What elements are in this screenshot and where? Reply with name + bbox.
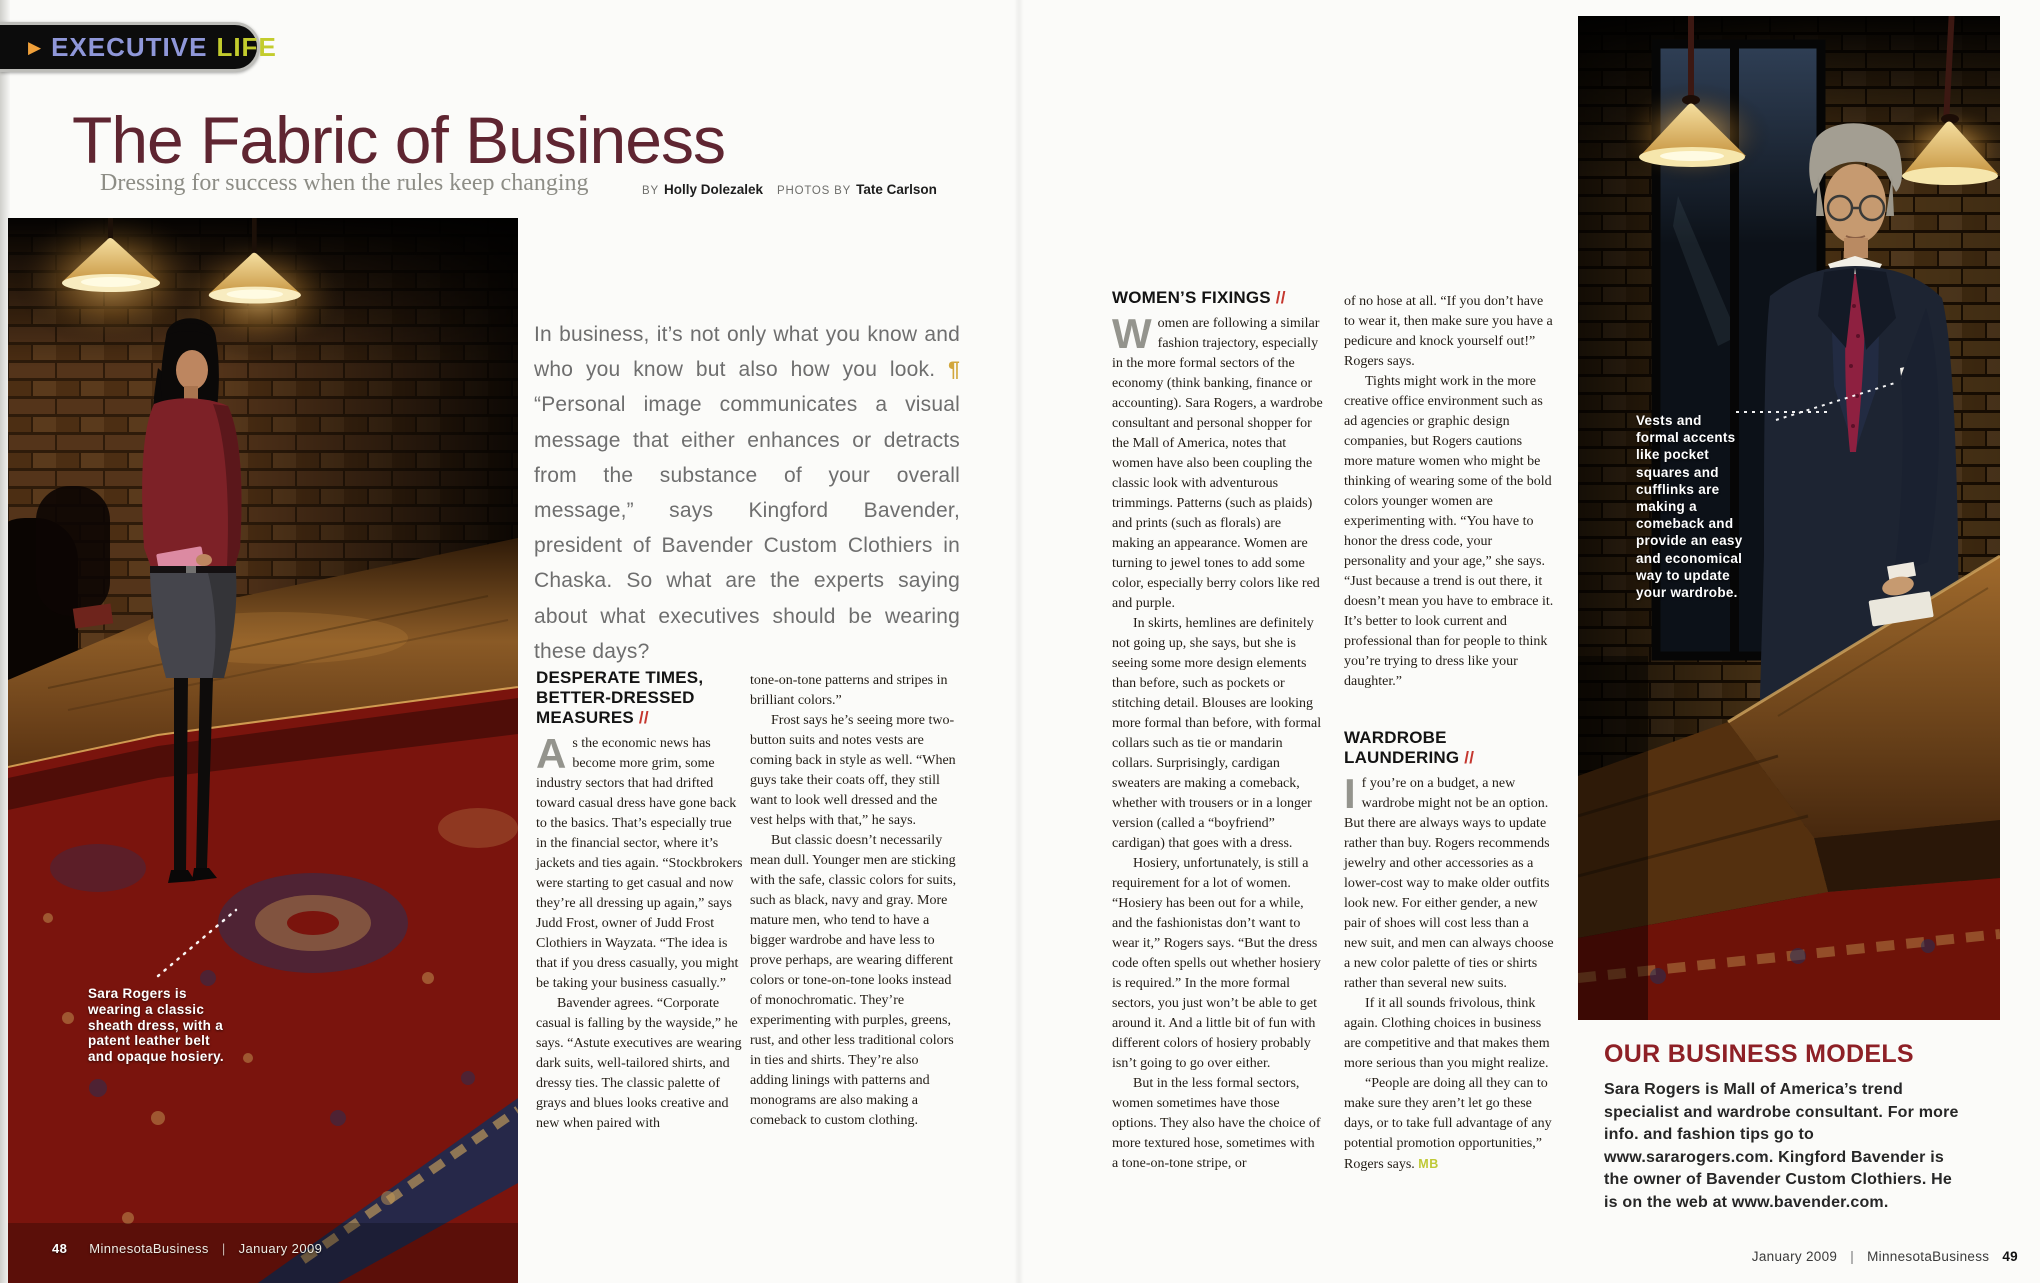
column-desperate-times (536, 668, 746, 1134)
footer-separator: | (221, 1241, 226, 1256)
body-paragraph: Hosiery, unfortunately, is still a requirement for a lot of women. “Hosiery has been out for a while, and the fashionistas don’t want to wear it,” Rogers says. “But the dress code often spells out whether hosiery is required.” In the more formal sectors, you just won’t be able to get around it. And a little bit of fun with different colors of hosiery probably isn’t going to go over either. (1112, 856, 1321, 1071)
body-paragraph: of no hose at all. “If you don’t have to wear it, then make sure you have a pedicure and knock yourself out!” Rogers says. (1344, 294, 1553, 369)
intro-paragraph: In business, it’s not only what you know and who you know but also how you look. ¶ “Personal image communicates a visual message that either enhances or detracts from the substance of your overall message,” says Kingford Bavender, president of Bavender Custom Clothiers in Chaska. So what are the experts saying about what executives should be wearing these days? (534, 323, 960, 663)
footer-separator: | (1850, 1249, 1855, 1264)
magazine-name: MinnesotaBusiness (89, 1241, 209, 1256)
left-photo-illustration (8, 218, 518, 1283)
body-paragraph: tone-on-tone patterns and stripes in brilliant colors.” (750, 673, 948, 708)
right-photo-caption: Vests and formal accents like pocket squares and cufflinks are making a comeback and provide an easy and economical way to update your wardrobe. (1636, 413, 1743, 601)
body-paragraph: But classic doesn’t necessarily mean dull. Younger men are sticking with the safe, classic colors for suits, such as black, navy and gray. More mature men, who tend to have a bigger wardrobe and have less to prove perhaps, are wearing different colors or tone-on-tone looks instead of monochromatic. They’re experimenting with purples, greens, rust, and other less traditional colors in ties and shirts. They’re also adding linings with patterns and monograms are also making a comeback to custom clothing. (750, 833, 957, 1128)
photographer-name: Tate Carlson (856, 182, 937, 197)
byline (642, 182, 951, 197)
body-paragraph: Women are following a similar fashion trajectory, especially in the more formal sectors of the economy (think banking, finance or accounting). Sara Rogers, a wardrobe consultant and personal shopper for the Mall of America, notes that women have also been coupling the classic look with adventurous trimmings. Patterns (such as plaids) and prints (such as florals) are making an appearance. Women are turning to jewel tones to add some color, especially berry colors like red and purple. (1112, 310, 1323, 611)
badge-word-executive: EXECUTIVE (51, 31, 208, 62)
body-paragraph: In skirts, hemlines are definitely not going up, she says, but she is seeing some more design elements than before, such as pockets or stitching detail. Blouses are looking more formal than before, with formal collars such as tie or mandarin collars. Surprisingly, cardigan sweaters are making a comeback, whether with trousers or in a longer version (called a “boyfriend” cardigan) that goes with a dress. (1112, 616, 1322, 851)
body-paragraph: But in the less formal sectors, women sometimes have those options. They also have the choice of more textured hose, sometimes with a tone-on-tone stripe, or (1112, 1076, 1321, 1171)
business-models-box (1604, 1040, 1966, 1214)
right-page-footer (1752, 1249, 2018, 1264)
body-paragraph: “People are doing all they can to make sure they aren’t let go these days, or to take full advantage of any potential promotion opportunities,” Rogers says. MB (1344, 1076, 1552, 1172)
oriental-rug (8, 688, 518, 1283)
column-desperate-times-cont (750, 671, 960, 1131)
page-number: 49 (2002, 1249, 2018, 1264)
business-models-heading: OUR BUSINESS MODELS (1604, 1040, 1914, 1068)
subtitle: Dressing for success when the rules keep changing (100, 170, 589, 196)
drop-cap: I (1344, 770, 1356, 817)
body-paragraph: If it all sounds frivolous, think again. Clothing choices in business are competitive and that makes them more serious than you might realize. (1344, 996, 1550, 1071)
page-number: 48 (52, 1241, 68, 1256)
page-gutter (1014, 0, 1024, 1283)
body-paragraph: Frost says he’s seeing more two-button suits and notes vests are coming back in style as well. “When guys take their coats off, they still want to look well dressed and the vest helps with that,” he says. (750, 713, 956, 828)
issue-date: January 2009 (1751, 1249, 1838, 1264)
left-page-footer (52, 1241, 322, 1256)
drop-cap: W (1112, 310, 1152, 357)
badge-word-life: LIFE (216, 31, 277, 62)
business-models-body: Sara Rogers is Mall of America’s trend specialist and wardrobe consultant. For more info. and fashion tips go to www.sararogers.com. Kingford Bavender is the owner of Bavender Custom Clothiers. He is on the web at www.bavender.com. (1604, 1081, 1959, 1211)
column-wardrobe-laundering (1344, 292, 1554, 1175)
column-womens-fixings (1112, 288, 1324, 1174)
body-paragraph: If you’re on a budget, a new wardrobe might not be an option. But there are always ways to update rather than buy. Rogers recommends jewelry and other accessories as a lower-cost way to make older outfits look new. For either gender, a new pair of shoes will cost less than a new suit, and men can always choose a new color palette of ties or shirts rather than several new suits. (1344, 770, 1554, 991)
author-name: Holly Dolezalek (663, 182, 763, 197)
section-heading-wardrobe-laundering: WARDROBE LAUNDERING // (1344, 728, 1475, 767)
heading-slashes: // (1275, 288, 1286, 307)
left-photo (8, 218, 518, 1283)
heading-slashes: // (1464, 748, 1475, 767)
arrow-icon: ▶ (28, 37, 42, 57)
section-heading-womens-fixings: WOMEN’S FIXINGS // (1112, 288, 1286, 307)
issue-date: January 2009 (238, 1241, 323, 1256)
drop-cap: A (536, 730, 567, 777)
body-paragraph: Bavender agrees. “Corporate casual is falling by the wayside,” he says. “Astute executives are wearing dark suits, well-tailored shirts, and dressy ties. The classic palette of grays and blues looks creative and new when paired with (536, 996, 742, 1131)
pilcrow-icon: ¶ (948, 358, 960, 382)
body-paragraph: As the economic news has become more grim, some industry sectors that had drifted toward casual dress have gone back to the basics. That’s especially true in the financial sector, where it’s jackets and ties again. “Stockbrokers were starting to get casual and now they’re all dressing up again,” says Judd Frost, owner of Judd Frost Clothiers in Wayzata. “The idea is that if you dress casually, you might be taking your business casually.” (536, 730, 743, 991)
photos-by-label: PHOTOS BY (777, 185, 852, 197)
left-photo-caption: Sara Rogers is wearing a classic sheath dress, with a patent leather belt and opaque hosiery. (88, 986, 224, 1065)
page-title: The Fabric of Business (72, 103, 725, 177)
magazine-name: MinnesotaBusiness (1867, 1249, 1990, 1264)
end-mark: MB (1418, 1157, 1439, 1171)
body-paragraph: Tights might work in the more creative office environment such as ad agencies or graphic design companies, but Rogers cautions more mature women who might be thinking of wearing some of the bold colors younger women are experimenting with. “You have to honor the dress code, your personality and your age,” she says. “Just because a trend is out there, it doesn’t mean you have to embrace it. It’s better to look current and professional than for people to think you’re trying to dress like your daughter.” (1344, 374, 1554, 689)
section-badge (0, 22, 277, 72)
heading-slashes: // (638, 708, 649, 727)
by-label: BY (642, 185, 659, 197)
section-heading-desperate-times: DESPERATE TIMES, BETTER-DRESSED MEASURES // (536, 668, 704, 727)
